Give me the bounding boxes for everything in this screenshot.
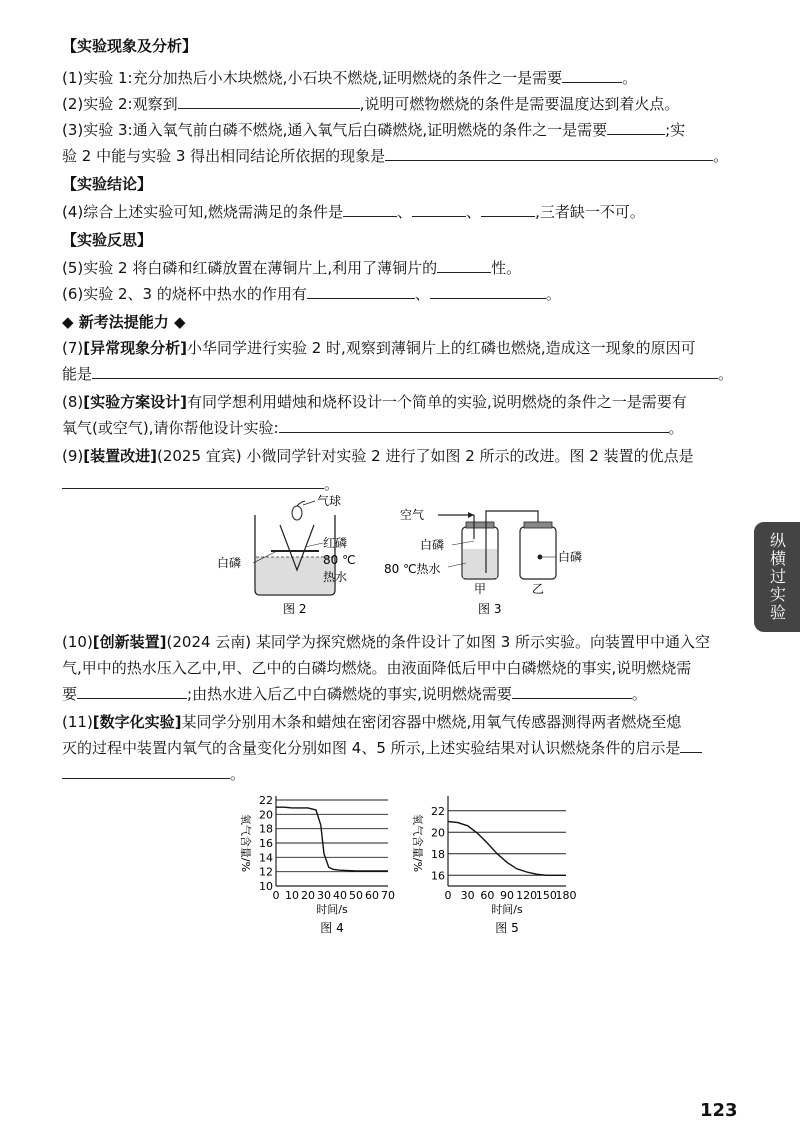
q8-num: (8) (62, 393, 84, 411)
chart-figure-4 (228, 790, 408, 940)
q2-blank[interactable] (178, 94, 360, 109)
y-tick-label: 22 (259, 794, 273, 807)
x-axis-label: 时间/s (491, 903, 523, 916)
question-8-line2 (62, 418, 684, 438)
x-tick-label: 50 (349, 889, 363, 902)
q10-num: (10) (62, 633, 93, 651)
q4-sep-1: 、 (397, 203, 413, 221)
fig2-label-white-p: 白磷 (217, 556, 242, 570)
y-tick-label: 16 (431, 869, 445, 883)
x-tick-label: 20 (301, 889, 315, 902)
q4-blank-1[interactable] (343, 202, 397, 217)
q5-blank[interactable] (437, 258, 491, 273)
q4-sep-2: 、 (466, 203, 482, 221)
q8-line2: 氧气(或空气),请你帮他设计实验: (62, 419, 279, 437)
q10-end: 。 (631, 685, 647, 703)
x-tick-label: 60 (480, 889, 495, 902)
y-tick-label: 18 (259, 822, 273, 836)
q10-blank-2[interactable] (512, 684, 632, 699)
q8-tag: [实验方案设计] (83, 393, 187, 411)
y-axis-label: 氧气含量/% (411, 813, 424, 873)
question-1 (62, 68, 637, 88)
question-11-line3 (62, 764, 245, 784)
q8-line1: 有同学想利用蜡烛和烧杯设计一个简单的实验,说明燃烧的条件之一是需要有 (186, 393, 687, 411)
q5-text: (5)实验 2 将白磷和红磷放置在薄铜片上,利用了薄铜片的 (62, 259, 438, 277)
q9-line1: (2025 宜宾) 小微同学针对实验 2 进行了如图 2 所示的改进。图 2 装置的优点是 (156, 447, 694, 465)
q3-text-b: ;实 (665, 121, 686, 139)
fig2-label-balloon: 气球 (317, 495, 342, 508)
y-tick-label: 18 (431, 847, 445, 861)
q6-end: 。 (545, 285, 561, 303)
q8-blank[interactable] (279, 418, 669, 433)
x-tick-label: 0 (272, 889, 280, 902)
q6-blank-2[interactable] (430, 284, 546, 299)
q11-line1: 某同学分别用木条和蜡烛在密闭容器中燃烧,用氧气传感器测得两者燃烧至熄 (181, 713, 682, 731)
fig2-label-water: 热水 (323, 570, 348, 584)
q7-tag: [异常现象分析] (83, 339, 187, 357)
x-tick-label: 60 (365, 889, 379, 902)
q6-text: (6)实验 2、3 的烧杯中热水的作用有 (62, 285, 307, 303)
data-series-line (448, 822, 566, 876)
fig3-label-jia: 甲 (474, 582, 487, 596)
x-tick-label: 150 (535, 889, 557, 902)
question-3-line2 (62, 146, 728, 166)
q7-line1: 小华同学进行实验 2 时,观察到薄铜片上的红磷也燃烧,造成这一现象的原因可 (186, 339, 696, 357)
q10-blank-1[interactable] (77, 684, 187, 699)
q1-text: (1)实验 1:充分加热后小木块燃烧,小石块不燃烧,证明燃烧的条件之一是需要 (62, 69, 563, 87)
q11-num: (11) (62, 713, 93, 731)
fig3-jar-yi (520, 527, 556, 579)
q6-blank-1[interactable] (307, 284, 415, 299)
q11-line2: 灭的过程中装置内氧气的含量变化分别如图 4、5 所示,上述实验结果对认识燃烧条件的启示是 (62, 739, 681, 757)
fig3-label-air: 空气 (400, 508, 425, 522)
q11-blank-1[interactable] (680, 738, 702, 753)
q11-tag: [数字化实验] (92, 713, 182, 731)
chart-title: 图 4 (320, 921, 344, 935)
q7-num: (7) (62, 339, 84, 357)
y-tick-label: 20 (431, 826, 445, 840)
y-tick-label: 12 (259, 865, 273, 879)
q5-end: 性。 (491, 259, 522, 277)
x-tick-label: 120 (516, 889, 538, 902)
x-tick-label: 30 (317, 889, 331, 902)
q10-line3-b: ;由热水进入后乙中白磷燃烧的事实,说明燃烧需要 (187, 685, 512, 703)
q7-line2: 能是 (62, 365, 93, 383)
question-9-line2 (62, 474, 339, 494)
section-heading-phenomena: 【实验现象及分析】 (62, 37, 198, 55)
y-tick-label: 22 (431, 804, 445, 818)
question-10-line3 (62, 684, 647, 704)
x-tick-label: 90 (500, 889, 514, 902)
y-tick-label: 10 (259, 880, 273, 893)
fig3-label-water: 80 ℃热水 (384, 562, 441, 576)
x-tick-label: 180 (555, 889, 577, 902)
q4-blank-3[interactable] (481, 202, 535, 217)
question-6 (62, 284, 561, 304)
q11-end: 。 (230, 765, 246, 783)
q2-text-a: (2)实验 2:观察到 (62, 95, 178, 113)
q3-text-c: 验 2 中能与实验 3 得出相同结论所依据的现象是 (62, 147, 386, 165)
chart-title: 图 5 (495, 921, 519, 935)
figure-2 (215, 495, 375, 620)
fig2-label-temp: 80 ℃ (323, 553, 356, 567)
section-heading-new-method: ◆ 新考法提能力 ◆ (62, 313, 186, 331)
question-11-line1 (62, 712, 681, 732)
q10-line2: 气,甲中的热水压入乙中,甲、乙中的白磷均燃烧。由液面降低后甲中白磷燃烧的事实,说明燃烧需 (62, 659, 692, 677)
q4-end: ,三者缺一不可。 (535, 203, 645, 221)
q10-line1: (2024 云南) 某同学为探究燃烧的条件设计了如图 3 所示实验。向装置甲中通入空 (166, 633, 711, 651)
q9-blank[interactable] (62, 474, 324, 489)
x-axis-label: 时间/s (316, 903, 348, 916)
question-10-line1 (62, 632, 710, 652)
q4-text: (4)综合上述实验可知,燃烧需满足的条件是 (62, 203, 344, 221)
chapter-side-tab: 纵横过实验 (754, 522, 800, 632)
q9-end: 。 (324, 475, 340, 493)
fig3-label-yi: 乙 (532, 582, 545, 596)
q1-blank[interactable] (562, 68, 622, 83)
y-tick-label: 14 (259, 851, 273, 865)
q8-end: 。 (668, 419, 684, 437)
chart-figure-5 (400, 790, 590, 940)
section-heading-conclusion: 【实验结论】 (62, 175, 153, 193)
question-3-line1 (62, 120, 685, 140)
question-4 (62, 202, 645, 222)
x-tick-label: 10 (285, 889, 299, 902)
q10-tag: [创新装置] (92, 633, 167, 651)
q3-text-a: (3)实验 3:通入氧气前白磷不燃烧,通入氧气后白磷燃烧,证明燃烧的条件之一是需要 (62, 121, 608, 139)
x-tick-label: 0 (444, 889, 452, 902)
data-series-line (276, 807, 388, 871)
figure-3 (380, 505, 610, 620)
question-10-line2 (62, 658, 691, 678)
q3-blank-2[interactable] (385, 146, 713, 161)
fig2-label-red-p: 红磷 (323, 536, 348, 550)
q7-blank[interactable] (92, 364, 718, 379)
q9-tag: [装置改进] (83, 447, 157, 465)
x-tick-label: 40 (333, 889, 347, 902)
q4-blank-2[interactable] (412, 202, 466, 217)
q3-end: 。 (713, 147, 729, 165)
question-9-line1 (62, 446, 694, 466)
question-5 (62, 258, 521, 278)
q11-blank-2[interactable] (62, 764, 230, 779)
fig3-label-white-p: 白磷 (420, 538, 445, 552)
q9-num: (9) (62, 447, 84, 465)
q7-end: 。 (718, 365, 734, 383)
y-tick-label: 16 (259, 837, 273, 850)
fig3-label-white-p2: 白磷 (558, 550, 583, 564)
question-7-line2 (62, 364, 733, 384)
q2-text-b: ,说明可燃物燃烧的条件是需要温度达到着火点。 (359, 95, 680, 113)
question-8-line1 (62, 392, 687, 412)
y-tick-label: 20 (259, 808, 273, 822)
fig3-caption: 图 3 (478, 602, 502, 616)
fig2-caption: 图 2 (283, 602, 307, 616)
x-tick-label: 70 (381, 889, 395, 902)
q1-end: 。 (622, 69, 638, 87)
question-7-line1 (62, 338, 696, 358)
question-11-line2 (62, 738, 702, 758)
question-2 (62, 94, 679, 114)
section-heading-reflection: 【实验反思】 (62, 231, 153, 249)
q10-line3-a: 要 (62, 685, 78, 703)
q3-blank-1[interactable] (607, 120, 665, 135)
y-axis-label: 氧气含量/% (239, 813, 252, 873)
x-tick-label: 30 (460, 889, 475, 902)
q6-sep: 、 (414, 285, 430, 303)
page-number: 123 (700, 1100, 738, 1121)
fig2-balloon (292, 506, 302, 520)
